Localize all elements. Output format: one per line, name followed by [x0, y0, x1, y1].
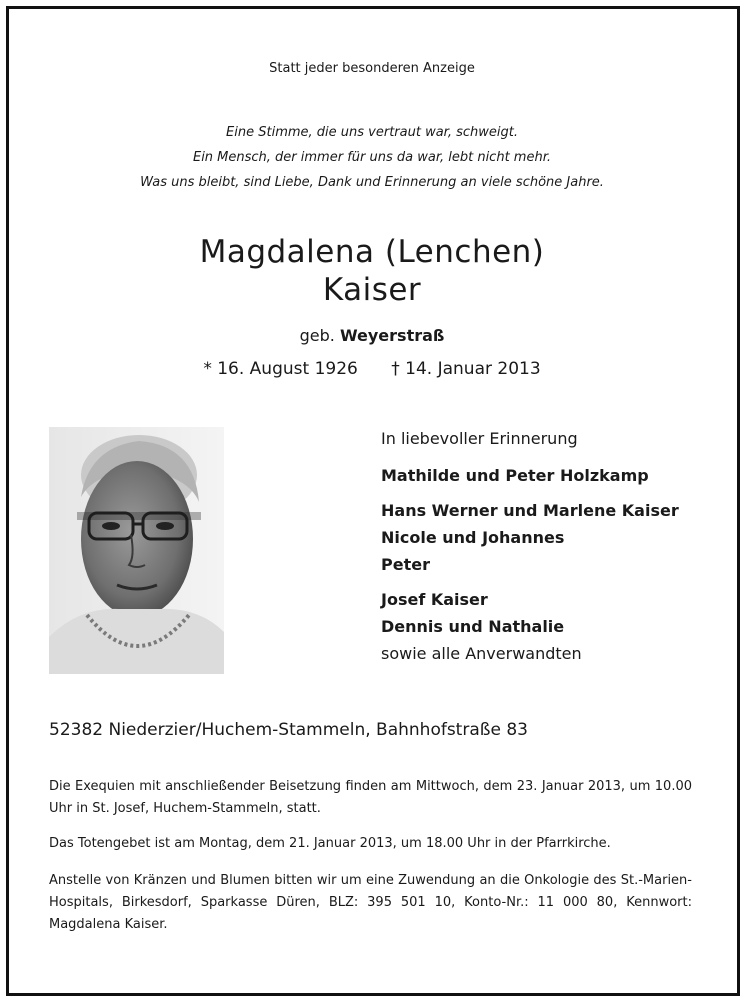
mourner-name: Dennis und Nathalie [381, 617, 565, 636]
prayer-info-paragraph: Das Totengebet ist am Montag, dem 21. Januar 2013, um 18.00 Uhr in der Pfarrkirche. [49, 836, 611, 851]
portrait-photo [49, 427, 224, 674]
mourners-closing: sowie alle Anverwandten [381, 644, 582, 663]
mourner-name: Nicole und Johannes [381, 528, 565, 547]
death-date: † 14. Januar 2013 [391, 359, 541, 379]
birth-name [0, 326, 744, 345]
birth-name-value: Weyerstraß [339, 326, 445, 345]
quote-line: Was uns bleibt, sind Liebe, Dank und Erinnerung an viele schöne Jahre. [140, 175, 604, 190]
deceased-name [0, 233, 744, 309]
notice-header: Statt jeder besonderen Anzeige [269, 61, 475, 76]
quote-line: Eine Stimme, die uns vertraut war, schweigt. [226, 125, 518, 140]
life-dates [0, 359, 744, 379]
address: 52382 Niederzier/Huchem-Stammeln, Bahnhofstraße 83 [49, 720, 528, 740]
birth-date: * 16. August 1926 [203, 359, 358, 379]
mourner-name: Peter [381, 555, 430, 574]
deceased-name-line1: Magdalena (Lenchen) [199, 234, 545, 270]
mourners-intro: In liebevoller Erinnerung [381, 429, 578, 448]
mourner-name: Josef Kaiser [381, 590, 488, 609]
donation-info-paragraph: Anstelle von Kränzen und Blumen bitten wir um eine Zuwendung an die Onkologie des St.-Marien-Hospitals, Birkesdorf, Sparkasse Düren, BLZ: 395 501 10, Konto-Nr.: 11 000 80, Kennwort: Magdalena Kaiser. [49, 873, 692, 932]
mourner-name: Mathilde und Peter Holzkamp [381, 466, 649, 485]
quote-line: Ein Mensch, der immer für uns da war, lebt nicht mehr. [192, 150, 551, 165]
birth-name-prefix: geb. [299, 326, 335, 345]
deceased-name-line2: Kaiser [322, 272, 422, 308]
memorial-quote [0, 120, 744, 195]
mourner-name: Hans Werner und Marlene Kaiser [381, 501, 679, 520]
funeral-info-paragraph: Die Exequien mit anschließender Beisetzung finden am Mittwoch, dem 23. Januar 2013, um 10.00 Uhr in St. Josef, Huchem-Stammeln, statt. [49, 779, 692, 816]
mourners-list [381, 425, 721, 667]
